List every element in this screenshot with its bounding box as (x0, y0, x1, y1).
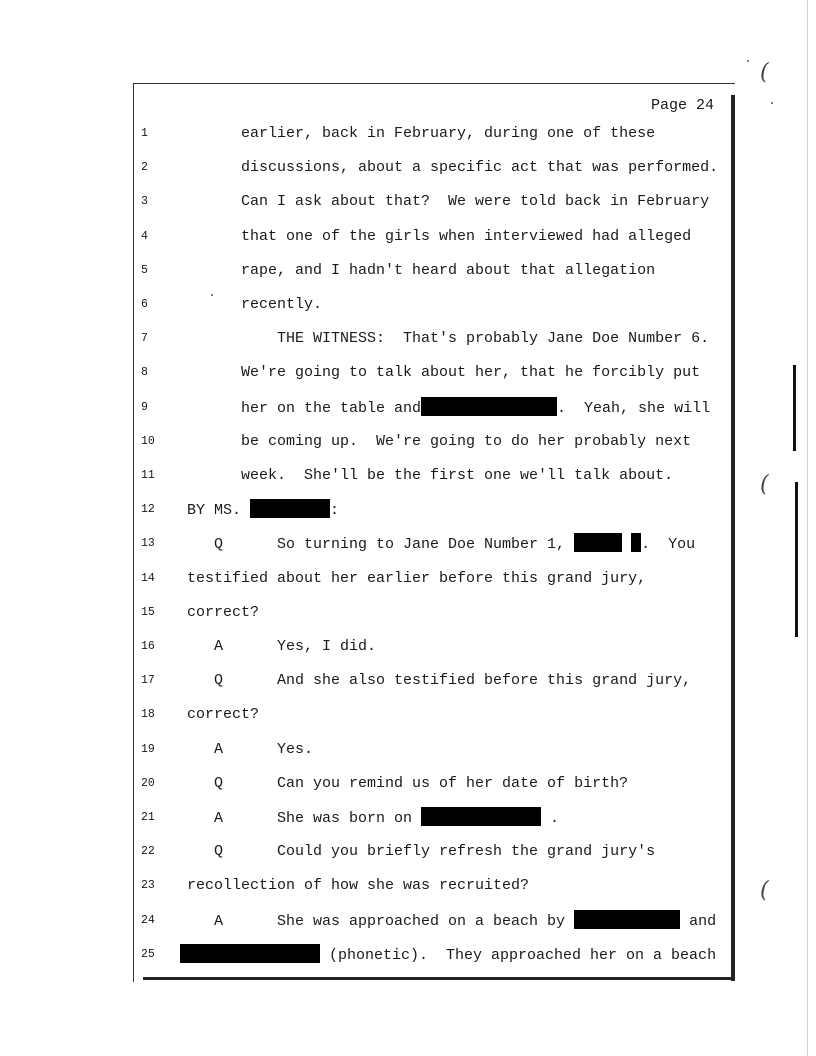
text-run: A Yes. (187, 740, 314, 758)
text-run: Q So turning to Jane Doe Number 1, (187, 536, 575, 554)
text-run: THE WITNESS: That's probably Jane Doe Number 6. (187, 330, 710, 348)
transcript-line (0, 841, 816, 863)
transcript-line (0, 568, 816, 590)
line-text (187, 123, 655, 145)
text-run: be coming up. We're going to do her probably next (187, 432, 692, 450)
line-text (187, 533, 695, 556)
line-number: 21 (141, 811, 155, 824)
line-number: 2 (141, 161, 148, 175)
redaction-block (421, 807, 541, 826)
text-run: : (330, 502, 340, 520)
transcript-line (0, 397, 816, 419)
line-number: 12 (141, 503, 155, 517)
text-run: week. She'll be the first one we'll talk about. (187, 467, 674, 484)
text-run: . Yeah, she will (557, 399, 711, 417)
line-number: 13 (141, 537, 155, 551)
line-number: 8 (141, 366, 148, 380)
text-run: and (680, 912, 717, 930)
text-run: . (541, 810, 560, 827)
transcript-line (0, 739, 816, 761)
line-text (187, 910, 716, 933)
redaction-block (250, 499, 330, 518)
transcript-line (0, 910, 816, 932)
text-run: BY MS. (187, 502, 251, 520)
text-run (622, 536, 631, 553)
text-run: Can I ask about that? We were told back in February (187, 193, 710, 211)
text-run: (phonetic). They approached her on a beach (320, 946, 717, 964)
redaction-block (180, 944, 320, 963)
line-number: 11 (141, 469, 155, 482)
line-text (187, 294, 322, 316)
transcript-line (0, 773, 816, 795)
transcript-line (0, 362, 816, 384)
line-number: 10 (141, 434, 155, 448)
line-text (187, 397, 710, 420)
line-text (187, 841, 655, 863)
text-run: A She was born on (187, 810, 422, 827)
line-text (187, 328, 709, 350)
transcript-line (0, 944, 816, 966)
text-run: rape, and I hadn't heard about that allegation (187, 261, 656, 279)
line-number: 23 (141, 879, 155, 893)
transcript-line (0, 431, 816, 453)
line-number: 3 (141, 195, 148, 209)
line-number: 6 (141, 298, 148, 311)
text-run: recently. (187, 296, 323, 313)
margin-mark: ( (760, 472, 769, 497)
transcript-line (0, 670, 816, 692)
line-number: 22 (141, 845, 155, 859)
transcript-line (0, 807, 816, 829)
scan-speck (747, 60, 749, 62)
text-run: Q And she also testified before this grand jury, (187, 672, 692, 690)
scan-speck (771, 102, 773, 104)
text-run: discussions, about a specific act that was performed. (187, 159, 719, 177)
line-number: 16 (141, 640, 155, 653)
line-number: 18 (141, 708, 155, 722)
line-text (187, 602, 259, 624)
line-number: 24 (141, 913, 155, 927)
line-number: 17 (141, 674, 155, 688)
transcript-line (0, 123, 816, 145)
redaction-block (574, 533, 622, 552)
text-run: . You (641, 536, 696, 554)
line-text (187, 807, 559, 830)
text-run: recollection of how she was recruited? (187, 877, 530, 895)
line-number: 19 (141, 742, 155, 756)
line-text (180, 944, 716, 967)
transcript-line (0, 157, 816, 179)
line-text (187, 362, 700, 384)
transcript-line (0, 602, 816, 624)
text-run: her on the table and (187, 399, 422, 417)
line-text (187, 568, 646, 590)
line-number: 20 (141, 776, 155, 790)
text-run: A Yes, I did. (187, 638, 377, 655)
line-number: 5 (141, 263, 148, 277)
text-run: We're going to talk about her, that he forcibly put (187, 364, 701, 382)
text-run: correct? (187, 603, 260, 621)
line-text (187, 226, 691, 248)
text-run: correct? (187, 706, 260, 724)
line-text (187, 773, 628, 795)
transcript-line (0, 465, 816, 487)
transcript-line (0, 328, 816, 350)
line-text (187, 431, 691, 453)
page-number-header: Page 24 (651, 97, 715, 114)
line-text (187, 636, 376, 658)
text-run: that one of the girls when interviewed had alleged (187, 227, 692, 245)
transcript-line (0, 533, 816, 555)
transcript-line (0, 875, 816, 897)
text-run: A She was approached on a beach by (187, 912, 575, 930)
transcript-line (0, 499, 816, 521)
line-text (187, 875, 529, 897)
line-number: 4 (141, 229, 148, 243)
redaction-block (421, 397, 557, 416)
text-run: testified about her earlier before this grand jury, (187, 569, 647, 587)
margin-mark: ( (760, 60, 769, 85)
transcript-line (0, 636, 816, 658)
redaction-block (574, 910, 680, 929)
text-run: earlier, back in February, during one of these (187, 125, 656, 142)
transcript-line (0, 294, 816, 316)
line-number: 15 (141, 605, 155, 619)
line-text (187, 157, 718, 179)
line-number: 9 (141, 400, 148, 414)
line-text (187, 260, 655, 282)
line-number: 7 (141, 332, 148, 346)
line-text (187, 465, 673, 487)
transcript-line (0, 704, 816, 726)
margin-mark: ( (760, 878, 769, 903)
text-run: Q Could you briefly refresh the grand jury's (187, 843, 656, 861)
line-number: 14 (141, 571, 155, 585)
text-run: Q Can you remind us of her date of birth? (187, 774, 629, 792)
line-text (187, 670, 691, 692)
line-text (187, 499, 339, 522)
line-text (187, 739, 313, 761)
transcript-line (0, 191, 816, 213)
transcript-line (0, 226, 816, 248)
line-number: 25 (141, 947, 155, 961)
redaction-block (631, 533, 641, 552)
transcript-line (0, 260, 816, 282)
page-bottom-rule (143, 977, 735, 980)
line-text (187, 704, 259, 726)
line-text (187, 191, 709, 213)
line-number: 1 (141, 127, 148, 140)
